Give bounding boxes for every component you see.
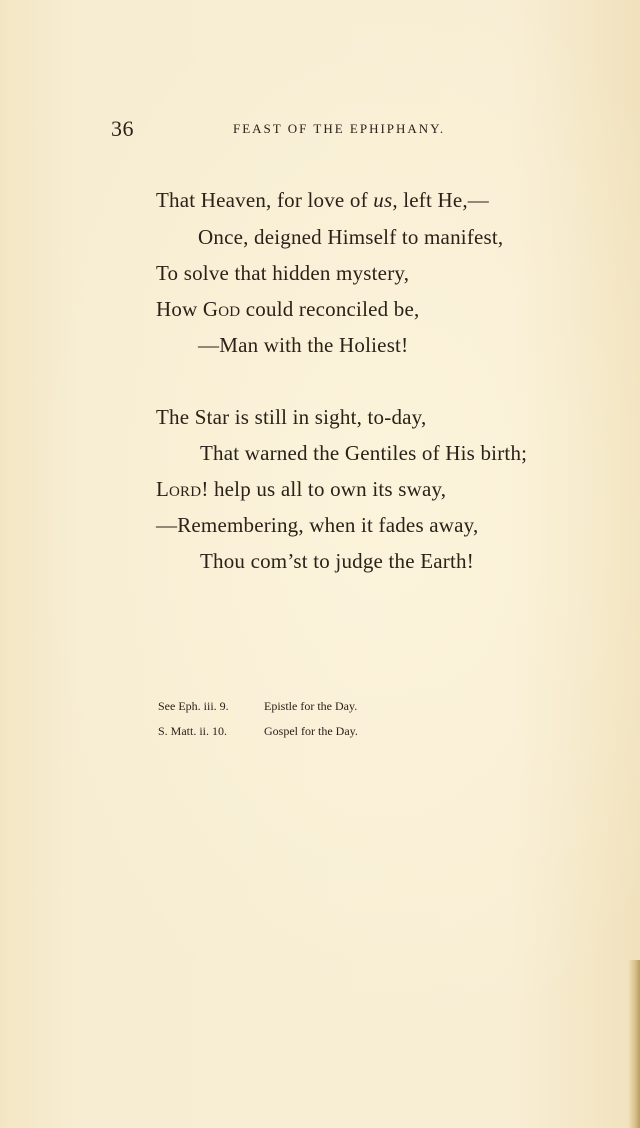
stanza1-line4: How God could reconciled be, xyxy=(156,297,420,321)
stanza1-line3: To solve that hidden mystery, xyxy=(156,261,410,285)
small-caps-lord: Lord xyxy=(156,477,202,501)
footnote-epistle: See Eph. iii. 9. Epistle for the Day. xyxy=(158,699,358,713)
stanza1-line2: Once, deigned Himself to manifest, xyxy=(198,225,504,249)
small-caps-god: God xyxy=(202,297,241,321)
stanza2-line1: The Star is still in sight, to-day, xyxy=(156,405,427,429)
page-number: 36 xyxy=(111,116,134,141)
stanza1-line5: —Man with the Holiest! xyxy=(198,333,409,357)
emphasis-us: us xyxy=(373,188,393,212)
footnote-gospel: S. Matt. ii. 10. Gospel for the Day. xyxy=(158,724,358,738)
stanza1-line1: That Heaven, for love of us, left He,— xyxy=(156,188,489,212)
page-edge-shadow xyxy=(628,960,640,1128)
running-title: FEAST OF THE EPHIPHANY. xyxy=(233,121,446,136)
stanza2-line3: Lord! help us all to own its sway, xyxy=(156,477,447,501)
stanza2-line2: That warned the Gentiles of His birth; xyxy=(200,441,528,465)
stanza2-line4: —Remembering, when it fades away, xyxy=(156,513,479,537)
stanza2-line5: Thou com’st to judge the Earth! xyxy=(200,549,474,573)
